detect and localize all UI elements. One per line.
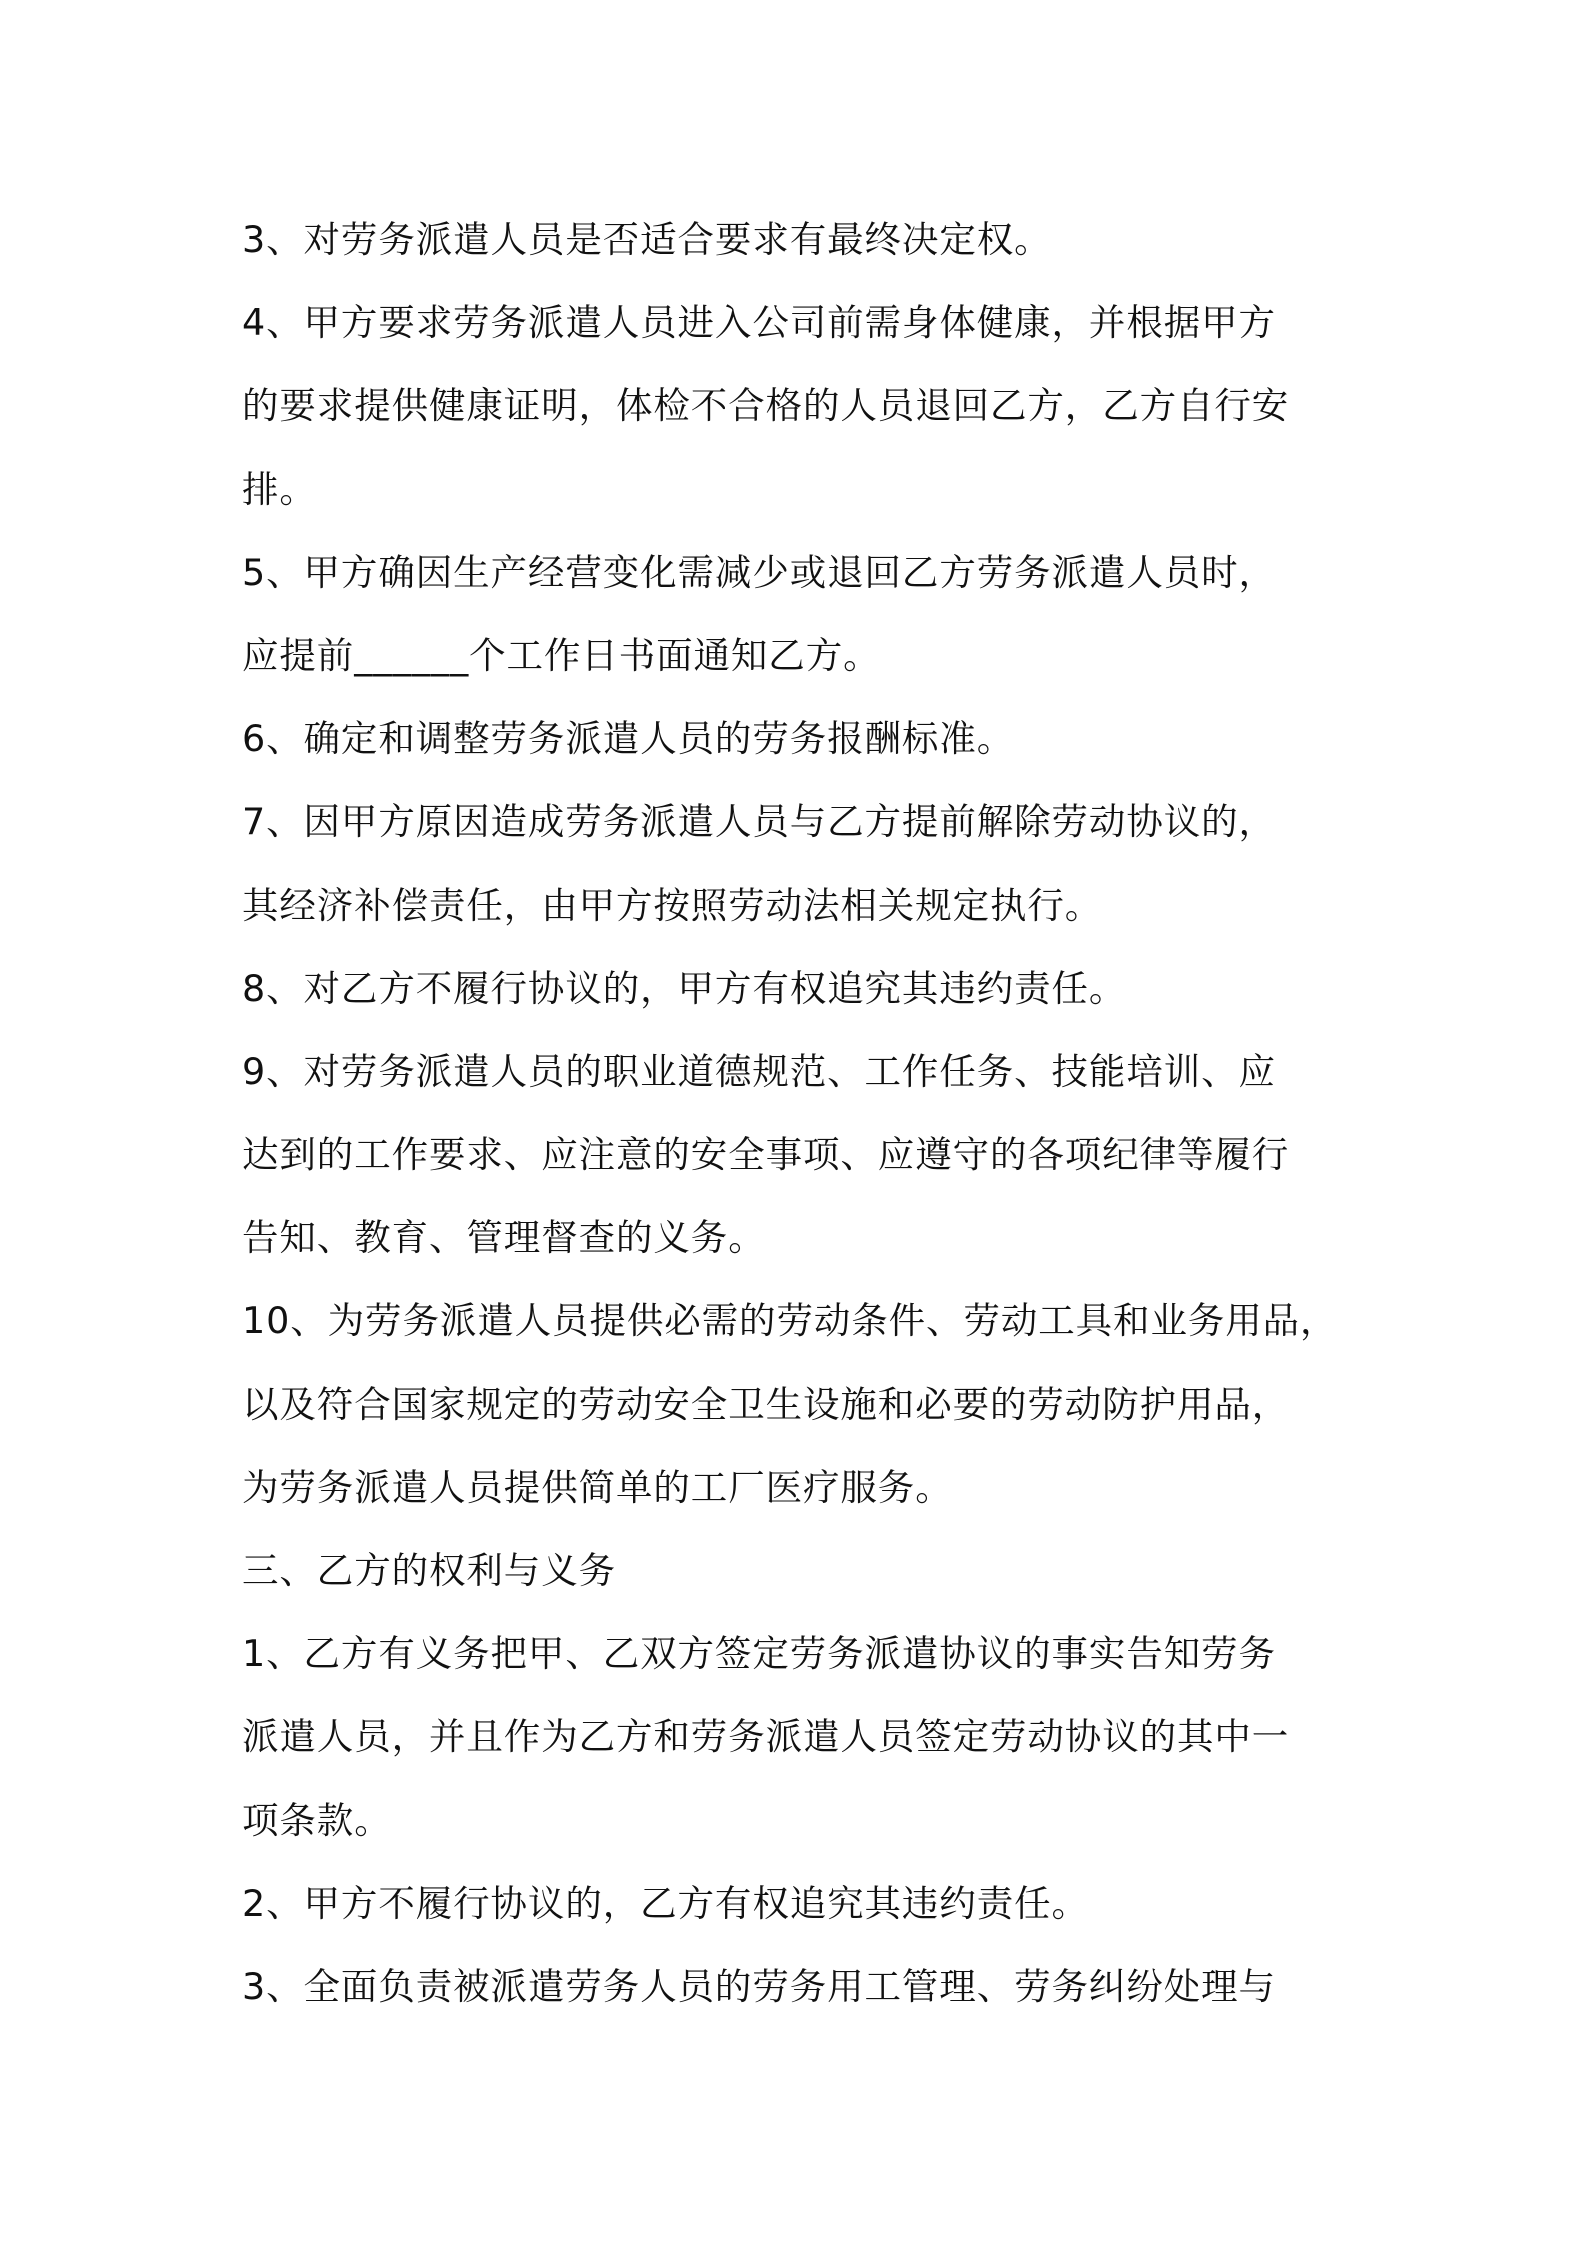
text-line: 1、乙方有义务把甲、乙双方签定劳务派遣协议的事实告知劳务	[242, 1632, 1276, 1676]
text-line: 9、对劳务派遣人员的职业道德规范、工作任务、技能培训、应	[242, 1049, 1276, 1093]
text-line: 5、甲方确因生产经营变化需减少或退回乙方劳务派遣人员时，	[242, 550, 1276, 594]
text-line: 告知、教育、管理督查的义务。	[242, 1216, 766, 1260]
text-line: 派遣人员，并且作为乙方和劳务派遣人员签定劳动协议的其中一	[242, 1715, 1290, 1759]
text-line: 达到的工作要求、应注意的安全事项、应遵守的各项纪律等履行	[242, 1133, 1290, 1177]
text-line: 3、对劳务派遣人员是否适合要求有最终决定权。	[242, 218, 1052, 261]
text-line: 7、因甲方原因造成劳务派遣人员与乙方提前解除劳动协议的，	[242, 800, 1276, 844]
text-line: 以及符合国家规定的劳动安全卫生设施和必要的劳动防护用品，	[242, 1382, 1290, 1426]
text-line: 的要求提供健康证明，体检不合格的人员退回乙方，乙方自行安	[242, 384, 1290, 428]
text-line: 其经济补偿责任，由甲方按照劳动法相关规定执行。	[242, 883, 1103, 927]
text-line: 6、确定和调整劳务派遣人员的劳务报酬标准。	[242, 717, 1015, 761]
section-heading: 三、乙方的权利与义务	[242, 1549, 616, 1592]
text-line: 2、甲方不履行协议的，乙方有权追究其违约责任。	[242, 1881, 1089, 1925]
text-line: 项条款。	[242, 1798, 392, 1842]
text-line: 10、为劳务派遣人员提供必需的劳动条件、劳动工具和业务用品，	[242, 1299, 1338, 1343]
text-line: 4、甲方要求劳务派遣人员进入公司前需身体健康，并根据甲方	[242, 301, 1276, 345]
text-line: 应提前______个工作日书面通知乙方。	[242, 633, 881, 677]
text-line: 8、对乙方不履行协议的，甲方有权追究其违约责任。	[242, 966, 1127, 1010]
text-line: 排。	[242, 467, 317, 511]
text-line: 3、全面负责被派遣劳务人员的劳务用工管理、劳务纠纷处理与	[242, 1964, 1276, 2008]
text-line: 为劳务派遣人员提供简单的工厂医疗服务。	[242, 1465, 953, 1509]
document-body	[242, 198, 1362, 2028]
